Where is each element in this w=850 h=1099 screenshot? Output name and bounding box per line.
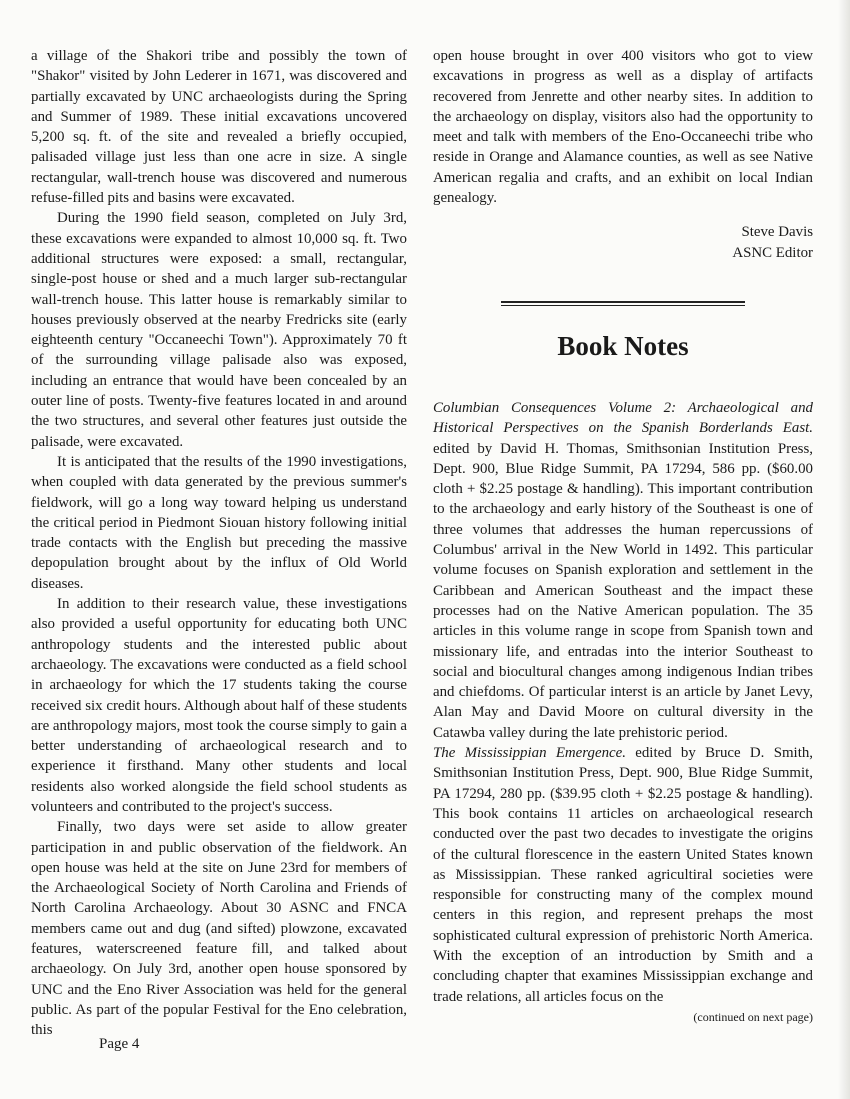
continued-note: (continued on next page) [693,1009,813,1024]
page-number: Page 4 [99,1036,140,1052]
book-title: Columbian Consequences Volume 2: Archaeological and Historical Perspectives on the Spanish Borderlands East. [433,399,813,437]
paragraph: a village of the Shakori tribe and possibly the town of "Shakor" visited by John Lederer in 1671, was discovered and partially excavated by UNC archaeologists during the Spring and Summer of 1989. These initial excavations uncovered 5,200 sq. ft. of the site and revealed a briefly occupied, palisaded village just less than one acre in size. A single rectangular, wall-trench house was discovered and numerous refuse-filled pits and basins were excavated. [31,48,407,207]
paragraph: open house brought in over 400 visitors who got to view excavations in progress as well as a display of artifacts recovered from Jenrette and other nearby sites. In addition to the archaeology on display, visitors also had the opportunity to meet and talk with members of the Eno-Occaneechi tribe who reside in Orange and Alamance counties, as well as see Native American regalia and crafts, and an exhibit on local Indian genealogy. [433,48,813,207]
book-description: edited by Bruce D. Smith, Smithsonian Institution Press, Dept. 900, Blue Ridge Summit, PA 17294, 280 pp. ($39.95 cloth + $2.25 postage & handling). This book contains 11 articles on archaeological research conducted over the past two decades to investigate the origins of the cultural florescence in the eastern United States known as Mississippian. These ranked agricultiral societies were responsible for constructing many of the complex mound centers in this region, and represent prehaps the most sophisticated cultural expression of prehistoric North America. With the exception of an introduction by Smith and a concluding chapter that examines Mississippian exchange and trade relations, all articles focus on the [433,745,813,1005]
paragraph: During the 1990 field season, completed on July 3rd, these excavations were expanded to almost 10,000 sq. ft. Two additional structures were exposed: a small, rectangular, single-post house or shed and a much larger sub-rectangular wall-trench house. This latter house is remarkably similar to houses previously observed at the nearby Fredricks site (early eighteenth century "Occaneechi Town"). Approximately 70 ft of the surrounding village palisade also was exposed, including an entrance that would have been concealed by an outer line of posts. Twenty-five features located in and around the two structures, and several other features just outside the palisade, were excavated. [31,210,407,450]
left-column [31,46,407,1041]
signature-title: ASNC Editor [732,244,813,261]
book-note [433,743,813,1007]
signature [433,222,813,263]
book-description: edited by David H. Thomas, Smithsonian Institution Press, Dept. 900, Blue Ridge Summit, PA 17294, 586 pp. ($60.00 cloth + $2.25 postage & handling). This important contribution to the archaeology and early history of the Southeast is one of three volumes that addresses the human repercussions of Columbus' arrival in the New World in 1492. This particular volume focuses on Spanish exploration and settlement in the Caribbean and American Southeast and the impact these processes had on the Native American population. The 35 articles in this volume range in scope from Spanish town and missionary life, and entradas into the interior Southeast to social and biocultural changes among indigenous Indian tribes and chiefdoms. Of particular interst is an article by Janet Levy, Alan May and David Moore on cultural diversity in the Catawba valley during the late prehistoric period. [433,440,813,741]
divider [433,301,813,306]
paragraph: In addition to their research value, these investigations also provided a useful opportunity for educating both UNC anthropology students and the interested public about archaeology. The excavations were conducted as a field school in archaeology for which the 17 students taking the course received six credit hours. Although about half of these students are anthropology majors, most took the course simply to gain a better understanding of archaeological research and to experience it firsthand. Many other students and local residents also worked alongside the field school students as volunteers and contributed to the project's success. [31,596,407,815]
paragraph: Finally, two days were set aside to allow greater participation in and public observation of the fieldwork. An open house was held at the site on June 23rd for members of the Archaeological Society of North Carolina and Friends of North Carolina Archaeology. About 30 ASNC and FNCA members came out and dug (and sifted) plowzone, excavated features, waterscreened feature fill, and talked about archaeology. On July 3rd, another open house sponsored by UNC and the Eno River Association was held for the general public. As part of the popular Festival for the Eno celebration, this [31,819,407,1039]
signature-name: Steve Davis [741,224,813,241]
book-note [433,398,813,743]
right-column [433,46,813,1025]
book-title: The Mississippian Emergence. [433,745,626,762]
paragraph: It is anticipated that the results of the 1990 investigations, when coupled with data generated by the previous summer's fieldwork, will go a long way toward helping us understand the critical period in Piedmont Siouan history following initial trade contacts with the English but preceding the massive depopulation brought about by the influx of Old World diseases. [31,453,407,592]
page-edge-shadow [838,0,850,1099]
section-heading: Book Notes [557,330,689,361]
